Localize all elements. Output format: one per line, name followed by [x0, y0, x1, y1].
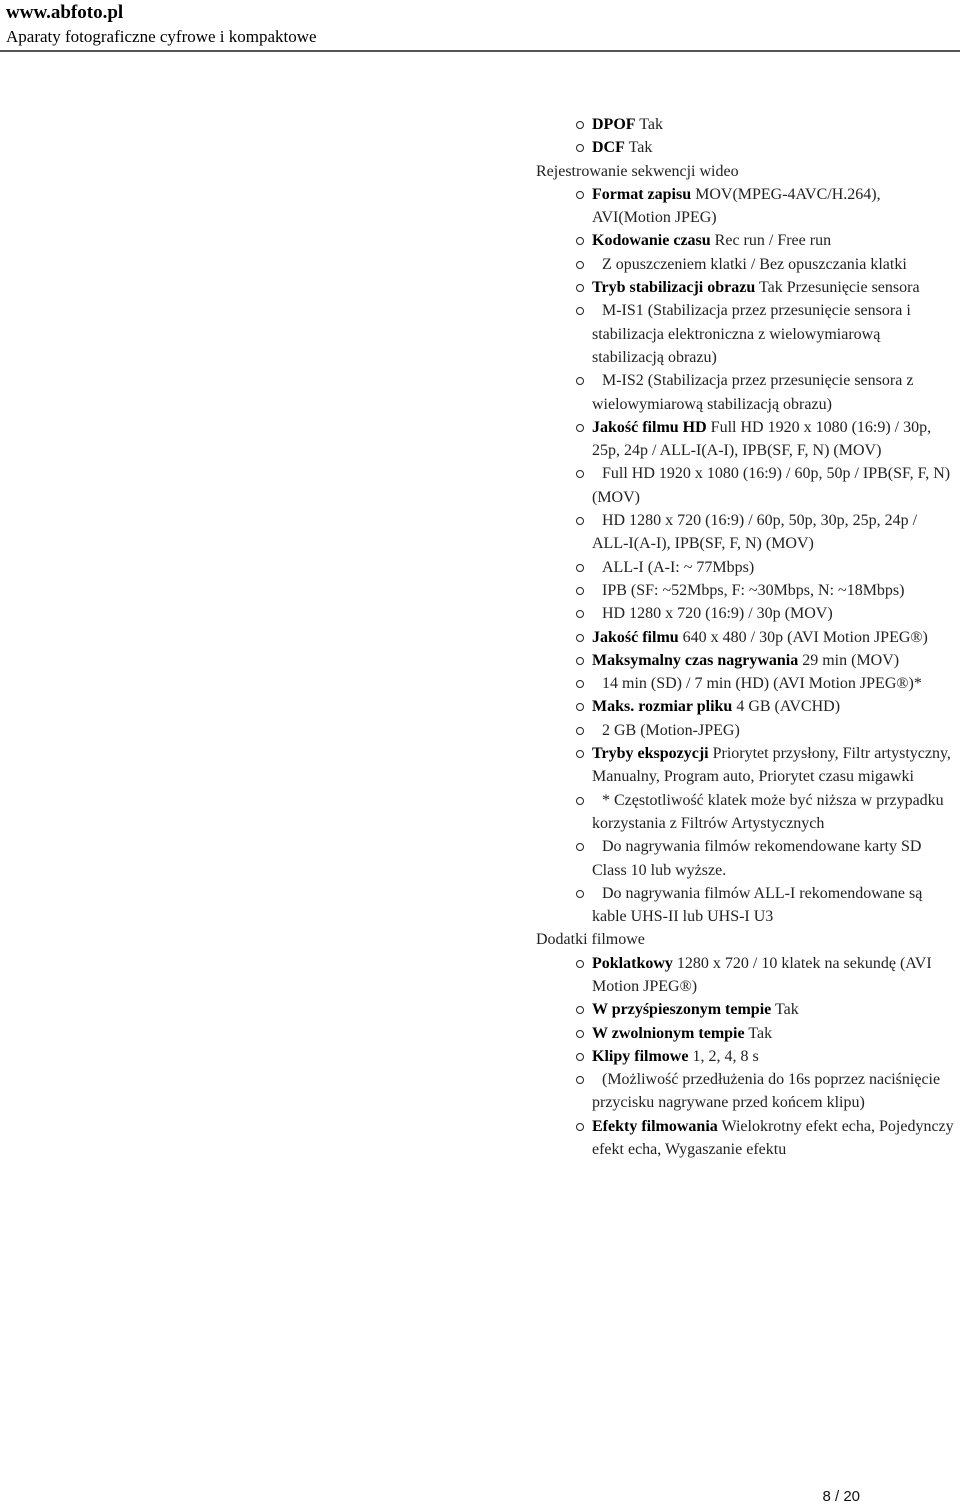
spec-value: MOV(MPEG-4AVC/H.264), AVI(Motion JPEG): [592, 185, 881, 227]
list-item: [592, 835, 956, 882]
spec-label: Jakość filmu: [592, 628, 679, 646]
spec-label: Klipy filmowe: [592, 1047, 689, 1065]
list-item: [592, 1022, 956, 1045]
spec-label: Poklatkowy: [592, 954, 673, 972]
spec-value: HD 1280 x 720 (16:9) / 30p (MOV): [602, 605, 833, 623]
list-item: [592, 113, 956, 136]
spec-value: Full HD 1920 x 1080 (16:9) / 30p, 25p, 24p / ALL-I(A-I), IPB(SF, F, N) (MOV): [592, 418, 932, 460]
spec-value: 1, 2, 4, 8 s: [692, 1047, 759, 1065]
section-heading-video: Rejestrowanie sekwencji wideo: [536, 162, 739, 180]
header-divider: [0, 50, 960, 52]
spec-value: ALL-I (A-I: ~ 77Mbps): [602, 558, 755, 576]
spec-label: W przyśpieszonym tempie: [592, 1001, 772, 1019]
spec-value: IPB (SF: ~52Mbps, F: ~30Mbps, N: ~18Mbps): [602, 581, 905, 599]
list-item: [592, 952, 956, 999]
spec-value: M-IS2 (Stabilizacja przez przesunięcie sensora z wielowymiarową stabilizacją obrazu): [592, 372, 914, 413]
list-top: [536, 113, 956, 160]
list-item: [592, 672, 956, 695]
list-item: [592, 649, 956, 672]
spec-value: 14 min (SD) / 7 min (HD) (AVI Motion JPEG®)*: [602, 675, 922, 693]
list-video: [536, 183, 956, 929]
spec-value: 1280 x 720 / 10 klatek na sekundę (AVI Motion JPEG®): [592, 954, 932, 995]
list-item: [592, 183, 956, 230]
spec-value: Do nagrywania filmów rekomendowane karty SD Class 10 lub wyższe.: [592, 838, 922, 879]
spec-label: Maks. rozmiar pliku: [592, 698, 733, 716]
list-item: [592, 509, 956, 556]
list-item: [592, 579, 956, 602]
spec-value: Tak Przesunięcie sensora: [758, 279, 920, 297]
list-item: [592, 719, 956, 742]
spec-content: [536, 113, 956, 1161]
spec-value: 2 GB (Motion-JPEG): [602, 721, 740, 739]
spec-label: Tryby ekspozycji: [592, 745, 709, 763]
spec-value: M-IS1 (Stabilizacja przez przesunięcie sensora i stabilizacja elektroniczna z wielowymiarową stabilizacją obrazu): [592, 302, 911, 366]
list-extras: [536, 952, 956, 1162]
spec-label: DPOF: [592, 116, 636, 133]
spec-value: Rec run / Free run: [714, 232, 832, 250]
list-item: [592, 882, 956, 929]
spec-label: DCF: [592, 139, 625, 157]
list-item: [592, 416, 956, 463]
section-heading-extras: Dodatki filmowe: [536, 931, 645, 949]
list-item: [592, 602, 956, 625]
spec-value: (Możliwość przedłużenia do 16s poprzez naciśnięcie przycisku nagrywane przed końcem klipu): [592, 1071, 941, 1112]
spec-value: 640 x 480 / 30p (AVI Motion JPEG®): [682, 628, 928, 646]
spec-label: Jakość filmu HD: [592, 418, 707, 436]
list-item: [592, 462, 956, 509]
spec-label: Maksymalny czas nagrywania: [592, 651, 799, 669]
list-item: [592, 1045, 956, 1068]
list-item: [592, 136, 956, 159]
list-item: [592, 1115, 956, 1162]
spec-label: Kodowanie czasu: [592, 232, 711, 250]
list-item: [592, 695, 956, 718]
spec-value: Wielokrotny efekt echa, Pojedynczy efekt echa, Wygaszanie efektu: [592, 1117, 954, 1159]
spec-value: Full HD 1920 x 1080 (16:9) / 60p, 50p / IPB(SF, F, N) (MOV): [592, 465, 951, 506]
page-number: 8 / 20: [822, 1488, 860, 1505]
spec-value: Tak: [639, 116, 664, 133]
list-item: [592, 556, 956, 579]
spec-value: Tak: [748, 1024, 773, 1042]
spec-value: Do nagrywania filmów ALL-I rekomendowane są kable UHS-II lub UHS-I U3: [592, 884, 923, 926]
list-item: [592, 276, 956, 299]
spec-value: Tak: [628, 139, 653, 157]
list-item: [592, 229, 956, 252]
site-name[interactable]: www.abfoto.pl: [6, 2, 124, 23]
page-header: [6, 2, 956, 48]
list-item: [592, 742, 956, 789]
spec-value: HD 1280 x 720 (16:9) / 60p, 50p, 30p, 25p, 24p / ALL-I(A-I), IPB(SF, F, N) (MOV): [592, 512, 918, 553]
page-subtitle: Aparaty fotograficzne cyfrowe i kompaktowe: [6, 27, 317, 46]
list-item: [592, 626, 956, 649]
list-item: [592, 789, 956, 836]
spec-value: Tak: [774, 1001, 799, 1019]
spec-value: * Częstotliwość klatek może być niższa w przypadku korzystania z Filtrów Artystycznych: [592, 791, 944, 832]
list-item: [592, 998, 956, 1021]
spec-label: W zwolnionym tempie: [592, 1024, 745, 1042]
list-item: [592, 299, 956, 369]
spec-value: Priorytet przysłony, Filtr artystyczny, Manualny, Program auto, Priorytet czasu migawki: [592, 745, 951, 786]
spec-value: 29 min (MOV): [802, 651, 900, 669]
spec-label: Format zapisu: [592, 185, 692, 203]
list-item: [592, 1068, 956, 1115]
list-item: [592, 253, 956, 276]
spec-label: Tryb stabilizacji obrazu: [592, 279, 756, 297]
spec-value: 4 GB (AVCHD): [736, 698, 841, 716]
spec-label: Efekty filmowania: [592, 1117, 718, 1135]
list-item: [592, 369, 956, 416]
spec-value: Z opuszczeniem klatki / Bez opuszczania klatki: [602, 255, 907, 273]
